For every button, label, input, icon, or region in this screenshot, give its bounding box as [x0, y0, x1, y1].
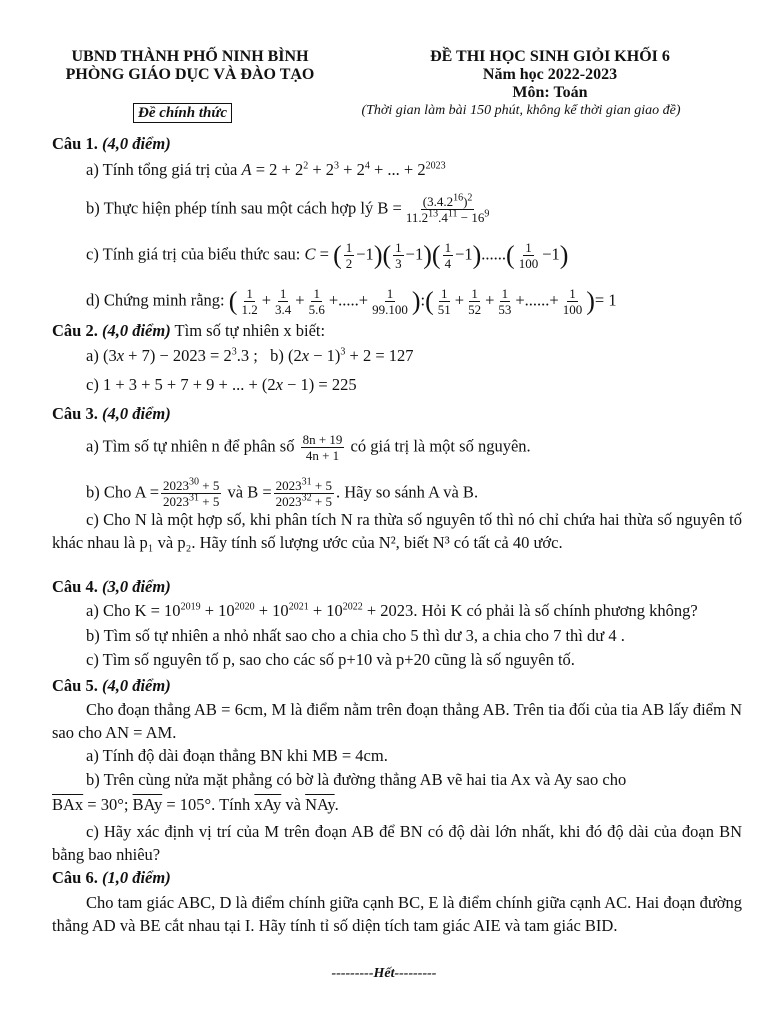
q3-b-text3: . Hãy so sánh A và B.	[335, 482, 479, 502]
q6-body: Cho tam giác ABC, D là điểm chính giữa cạnh BC, E là điểm chính giữa cạnh AC. Hai đoạn đường thẳng AD và BE cắt nhau tại I. Hãy tính tỉ số diện tích tam giác AIE và tam giác BID.	[52, 893, 742, 935]
time-note: (Thời gian làm bài 150 phút, không kể thời gian giao đề)	[361, 103, 681, 118]
q1-c: c) Tính giá trị của biểu thức sau: C = ( $\frac{1}{2}$ −1)( $\frac{1}{3}$ −1)( $\frac{1}{4}$ −1)......( $\frac{1}{100}$ −1)	[86, 240, 569, 271]
q2-intro: Tìm số tự nhiên x biết:	[174, 321, 326, 340]
q5-intro: Cho đoạn thẳng AB = 6cm, M là điểm nằm trên đoạn thẳng AB. Trên tia đối của tia AB lấy điểm N sao cho AN = AM.	[52, 700, 742, 742]
department-name: PHÒNG GIÁO DỤC VÀ ĐÀO TẠO	[65, 66, 315, 83]
q3-a: a) Tìm số tự nhiên n để phân số $\frac{8n + 19}{4n + 1}$ có giá trị là một số nguyên.	[86, 432, 531, 463]
q5-label: Câu 5.	[52, 676, 98, 695]
q6-points: (1,0 điểm)	[101, 868, 171, 887]
q2-points: (4,0 điểm)	[101, 321, 171, 340]
district-name: UBND THÀNH PHỐ NINH BÌNH	[71, 48, 309, 65]
q4-heading	[52, 577, 171, 597]
q5-c: c) Hãy xác định vị trí của M trên đoạn AB để BN có độ dài lớn nhất, khi đó độ dài của đoạn BN bằng bao nhiêu?	[52, 822, 742, 864]
q5-b-text2: . Tính	[211, 795, 251, 814]
q6-label: Câu 6.	[52, 868, 98, 887]
q4-c: c) Tìm số nguyên tố p, sao cho các số p+10 và p+20 cũng là số nguyên tố.	[86, 650, 575, 669]
q4-a: a) Cho $K = 10^{2019} + 10^{2020} + 10^{2021} + 10^{2022} + 2023$. Hỏi K có phải là số chính phương không?	[86, 601, 698, 620]
q1-heading	[52, 134, 171, 154]
q3-b: b) Cho A = $\frac{2023^{30} + 5}{2023^{31} + 5}$ và B = $\frac{2023^{31} + 5}{2023^{32} + 5}$ . Hãy so sánh A và B.	[86, 476, 479, 509]
q1-a: a) Tính tổng giá trị của $A = 2 + 2^2 + 2^3 + 2^4$ + ... + $2^{2023}$	[86, 160, 446, 179]
q4-label: Câu 4.	[52, 577, 98, 596]
q1-d-text: d) Chứng minh rằng:	[86, 290, 225, 310]
q1-b: b) Thực hiện phép tính sau một cách hợp lý B = $\frac{(3.4.2^{16})^2}{11.2^{13}.4^{11} - 16^9}$	[86, 192, 490, 225]
q1-label: Câu 1.	[52, 134, 98, 153]
q5-a: a) Tính độ dài đoạn thẳng BN khi MB = 4cm.	[86, 746, 388, 765]
q2-label: Câu 2.	[52, 321, 98, 340]
subject: Môn: Toán	[512, 84, 588, 101]
q1-a-text: a) Tính tổng giá trị của	[86, 160, 238, 179]
q5-heading	[52, 676, 171, 696]
q3-a-text2: có giá trị là một số nguyên.	[350, 436, 531, 456]
q1-b-text: b) Thực hiện phép tính sau một cách hợp lý	[86, 198, 374, 218]
q3-label: Câu 3.	[52, 404, 98, 423]
official-stamp: Đề chính thức	[133, 103, 232, 123]
q2-heading	[52, 321, 325, 341]
q3-b-text2: và	[227, 482, 244, 502]
q4-a-text2: . Hỏi K có phải là số chính phương không?	[413, 601, 698, 620]
q4-b: b) Tìm số tự nhiên a nhỏ nhất sao cho a chia cho 5 thì dư 3, a chia cho 7 thì dư 4 .	[86, 626, 625, 645]
q5-points: (4,0 điểm)	[101, 676, 171, 695]
q5-b: b) Trên cùng nửa mặt phẳng có bờ là đường thẳng AB vẽ hai tia Ax và Ay sao cho	[86, 770, 627, 789]
q1-d: d) Chứng minh rằng: ( $\frac{1}{1.2}$ + $\frac{1}{3.4}$ + $\frac{1}{5.6}$ +.....+ $\frac{1}{99.100}$ ):( $\frac{1}{51}$ + $\frac{1}{52}$ + $\frac{1}{53}$ +......+ $\frac{1}{100}$ )= 1	[86, 286, 617, 317]
q3-points: (4,0 điểm)	[101, 404, 171, 423]
q3-c: c) Cho N là một hợp số, khi phân tích N ra thừa số nguyên tố thì nó chỉ chứa hai thừa số nguyên tố khác nhau là p₁ và p₂. Hãy tính số lượng ước của N², biết N³ có tất cả 40 ước.	[52, 510, 742, 552]
q3-heading	[52, 404, 171, 424]
q2-a-b: a) $(3x + 7) - 2023 = 2^3.3$ ; b) $(2x - 1)^3 + 2 = 127$	[86, 346, 414, 365]
school-year: Năm học 2022-2023	[482, 66, 618, 83]
q4-a-text1: a) Cho	[86, 601, 131, 620]
q6-heading	[52, 868, 171, 888]
end-marker: ---------Hết---------	[331, 966, 437, 981]
q1-c-text: c) Tính giá trị của biểu thức sau:	[86, 244, 301, 264]
q5-b-angles: $\overline{BAx} = 30^\circ$; $\overline{BAy} = 105^\circ$. Tính $\overline{xAy}$ và $\overline{NAy}$.	[52, 795, 339, 814]
q3-b-text1: b) Cho	[86, 482, 132, 502]
q2-c: c) 1 + 3 + 5 + 7 + 9 + ... + (2x − 1) = 225	[86, 375, 357, 394]
q4-points: (3,0 điểm)	[101, 577, 171, 596]
q1-points: (4,0 điểm)	[101, 134, 171, 153]
q3-a-text1: a) Tìm số tự nhiên n để phân số	[86, 436, 295, 456]
exam-title: ĐỀ THI HỌC SINH GIỎI KHỐI 6	[430, 48, 670, 65]
